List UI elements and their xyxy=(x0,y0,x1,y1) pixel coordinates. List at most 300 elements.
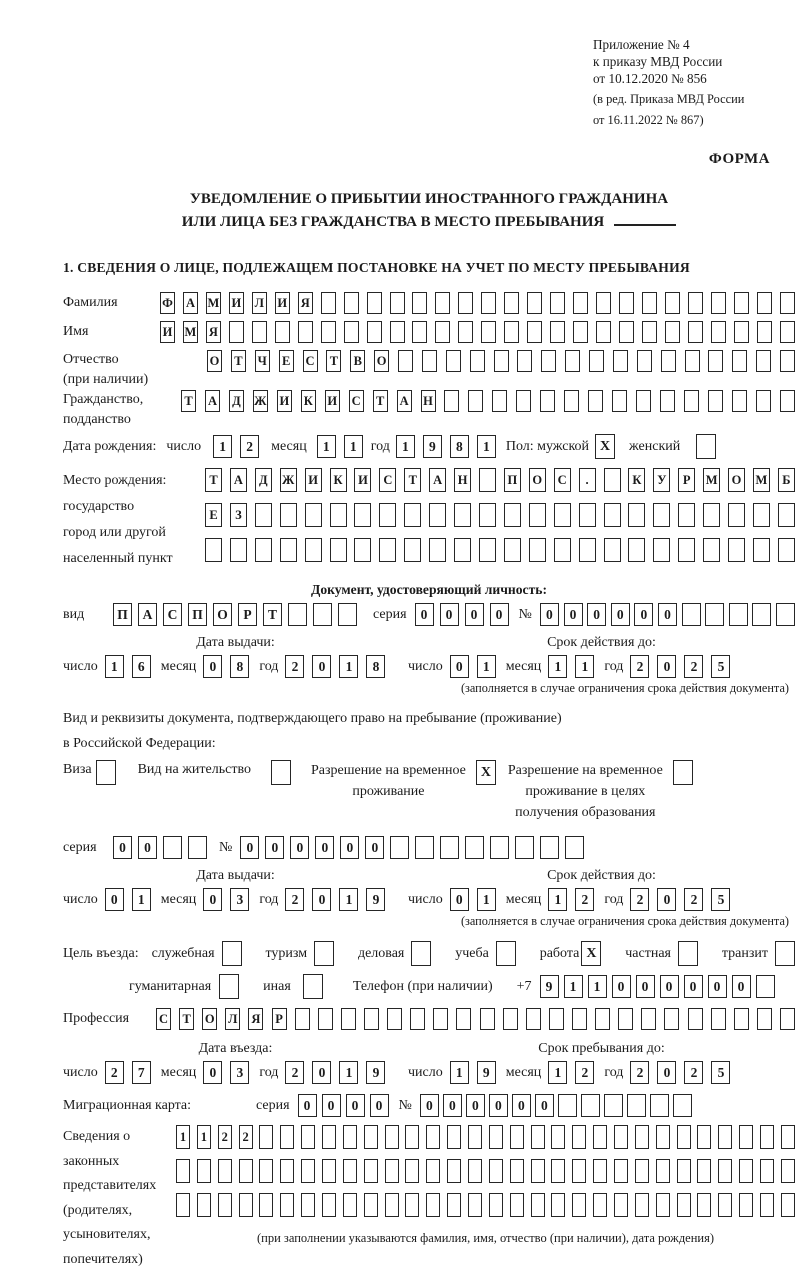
char-box[interactable]: Т xyxy=(373,390,388,412)
char-box[interactable]: И xyxy=(160,321,175,343)
char-box[interactable]: Т xyxy=(231,350,246,372)
char-box[interactable]: 0 xyxy=(290,836,309,859)
char-box[interactable] xyxy=(218,1193,232,1217)
char-box[interactable] xyxy=(404,538,421,562)
char-box[interactable] xyxy=(780,390,795,412)
char-box[interactable]: 1 xyxy=(548,1061,567,1084)
char-box[interactable]: 0 xyxy=(657,1061,676,1084)
char-box[interactable] xyxy=(752,603,771,626)
char-box[interactable] xyxy=(303,974,323,999)
char-box[interactable] xyxy=(219,974,239,999)
identity-issue-year-boxes[interactable] xyxy=(285,655,385,678)
char-box[interactable]: 0 xyxy=(450,655,469,678)
char-box[interactable]: 1 xyxy=(339,655,358,678)
transit-checkbox[interactable] xyxy=(775,941,795,966)
char-box[interactable]: 1 xyxy=(339,888,358,911)
char-box[interactable]: Т xyxy=(263,603,282,626)
char-box[interactable] xyxy=(604,468,621,492)
char-box[interactable]: 2 xyxy=(630,1061,649,1084)
char-box[interactable]: X xyxy=(476,760,496,785)
char-box[interactable] xyxy=(697,1125,711,1149)
char-box[interactable]: Н xyxy=(454,468,471,492)
char-box[interactable] xyxy=(732,390,747,412)
surname-boxes[interactable] xyxy=(160,292,795,314)
char-box[interactable]: 1 xyxy=(396,435,415,458)
residence-valid-day-boxes[interactable] xyxy=(450,888,496,911)
char-box[interactable] xyxy=(163,836,182,859)
char-box[interactable]: 1 xyxy=(588,975,607,998)
char-box[interactable] xyxy=(444,390,459,412)
char-box[interactable]: Я xyxy=(298,292,313,314)
char-box[interactable]: Д xyxy=(255,468,272,492)
char-box[interactable]: 6 xyxy=(132,655,151,678)
edu-permit-checkbox[interactable] xyxy=(673,760,693,785)
char-box[interactable]: 2 xyxy=(630,888,649,911)
char-box[interactable] xyxy=(775,941,795,966)
char-box[interactable]: 2 xyxy=(285,888,304,911)
char-box[interactable] xyxy=(596,321,611,343)
char-box[interactable] xyxy=(682,603,701,626)
char-box[interactable]: 2 xyxy=(285,1061,304,1084)
identity-valid-day-boxes[interactable] xyxy=(450,655,496,678)
char-box[interactable]: 2 xyxy=(218,1125,232,1149)
char-box[interactable] xyxy=(468,1193,482,1217)
char-box[interactable] xyxy=(390,836,409,859)
char-box[interactable] xyxy=(650,1094,669,1117)
char-box[interactable] xyxy=(596,292,611,314)
char-box[interactable] xyxy=(489,1125,503,1149)
char-box[interactable] xyxy=(239,1193,253,1217)
char-box[interactable] xyxy=(295,1008,310,1030)
char-box[interactable] xyxy=(757,292,772,314)
char-box[interactable] xyxy=(604,1094,623,1117)
char-box[interactable] xyxy=(321,321,336,343)
char-box[interactable] xyxy=(564,390,579,412)
char-box[interactable]: 8 xyxy=(230,655,249,678)
char-box[interactable]: И xyxy=(275,292,290,314)
char-box[interactable] xyxy=(504,292,519,314)
char-box[interactable] xyxy=(572,1008,587,1030)
residence-issue-day-boxes[interactable] xyxy=(105,888,151,911)
char-box[interactable] xyxy=(259,1193,273,1217)
char-box[interactable] xyxy=(653,503,670,527)
char-box[interactable]: 0 xyxy=(315,836,334,859)
char-box[interactable] xyxy=(753,538,770,562)
char-box[interactable]: 2 xyxy=(105,1061,124,1084)
char-box[interactable] xyxy=(458,321,473,343)
char-box[interactable] xyxy=(398,350,413,372)
char-box[interactable] xyxy=(595,1008,610,1030)
char-box[interactable] xyxy=(313,603,332,626)
char-box[interactable] xyxy=(385,1125,399,1149)
char-box[interactable]: Я xyxy=(206,321,221,343)
char-box[interactable]: П xyxy=(113,603,132,626)
char-box[interactable] xyxy=(734,1008,749,1030)
char-box[interactable] xyxy=(259,1125,273,1149)
char-box[interactable]: Е xyxy=(205,503,222,527)
char-box[interactable]: 0 xyxy=(240,836,259,859)
char-box[interactable] xyxy=(405,1125,419,1149)
char-box[interactable]: 0 xyxy=(535,1094,554,1117)
char-box[interactable] xyxy=(341,1008,356,1030)
char-box[interactable] xyxy=(454,538,471,562)
char-box[interactable]: Ф xyxy=(160,292,175,314)
char-box[interactable] xyxy=(527,292,542,314)
char-box[interactable]: М xyxy=(753,468,770,492)
char-box[interactable]: 1 xyxy=(575,655,594,678)
char-box[interactable] xyxy=(458,292,473,314)
char-box[interactable] xyxy=(734,292,749,314)
char-box[interactable] xyxy=(480,1008,495,1030)
char-box[interactable]: 2 xyxy=(630,655,649,678)
char-box[interactable] xyxy=(526,1008,541,1030)
char-box[interactable]: 9 xyxy=(477,1061,496,1084)
char-box[interactable] xyxy=(688,321,703,343)
entry-day-boxes[interactable] xyxy=(105,1061,151,1084)
char-box[interactable]: 0 xyxy=(113,836,132,859)
char-box[interactable] xyxy=(628,503,645,527)
char-box[interactable] xyxy=(412,321,427,343)
char-box[interactable]: 1 xyxy=(450,1061,469,1084)
char-box[interactable] xyxy=(660,390,675,412)
char-box[interactable] xyxy=(410,1008,425,1030)
char-box[interactable] xyxy=(554,538,571,562)
char-box[interactable] xyxy=(673,1094,692,1117)
sex-female-checkbox[interactable] xyxy=(696,434,716,459)
char-box[interactable]: Т xyxy=(181,390,196,412)
char-box[interactable] xyxy=(527,321,542,343)
char-box[interactable] xyxy=(504,321,519,343)
char-box[interactable] xyxy=(739,1193,753,1217)
char-box[interactable]: 0 xyxy=(708,975,727,998)
char-box[interactable] xyxy=(705,603,724,626)
char-box[interactable]: Т xyxy=(179,1008,194,1030)
char-box[interactable] xyxy=(579,538,596,562)
char-box[interactable] xyxy=(614,1193,628,1217)
char-box[interactable]: 0 xyxy=(466,1094,485,1117)
migration-number-boxes[interactable] xyxy=(420,1094,692,1117)
char-box[interactable]: Я xyxy=(248,1008,263,1030)
char-box[interactable] xyxy=(664,1008,679,1030)
char-box[interactable] xyxy=(230,538,247,562)
char-box[interactable] xyxy=(252,321,267,343)
char-box[interactable] xyxy=(573,321,588,343)
work-checkbox[interactable] xyxy=(581,941,601,966)
char-box[interactable] xyxy=(757,1008,772,1030)
other-purpose-checkbox[interactable] xyxy=(303,974,323,999)
char-box[interactable]: 1 xyxy=(344,435,363,458)
char-box[interactable] xyxy=(354,538,371,562)
char-box[interactable] xyxy=(343,1193,357,1217)
char-box[interactable] xyxy=(496,941,516,966)
char-box[interactable] xyxy=(322,1193,336,1217)
char-box[interactable] xyxy=(642,292,657,314)
char-box[interactable]: О xyxy=(374,350,389,372)
char-box[interactable] xyxy=(222,941,242,966)
char-box[interactable]: А xyxy=(183,292,198,314)
char-box[interactable] xyxy=(711,321,726,343)
char-box[interactable] xyxy=(781,1193,795,1217)
char-box[interactable] xyxy=(298,321,313,343)
char-box[interactable]: Л xyxy=(225,1008,240,1030)
char-box[interactable] xyxy=(551,1193,565,1217)
char-box[interactable]: 0 xyxy=(657,888,676,911)
char-box[interactable] xyxy=(96,760,116,785)
char-box[interactable]: С xyxy=(163,603,182,626)
char-box[interactable]: А xyxy=(230,468,247,492)
char-box[interactable]: О xyxy=(202,1008,217,1030)
residence-valid-year-boxes[interactable] xyxy=(630,888,730,911)
char-box[interactable]: 0 xyxy=(684,975,703,998)
char-box[interactable]: 0 xyxy=(298,1094,317,1117)
char-box[interactable]: О xyxy=(207,350,222,372)
char-box[interactable] xyxy=(708,350,723,372)
guardians-boxes-row3[interactable] xyxy=(176,1193,795,1217)
char-box[interactable] xyxy=(433,1008,448,1030)
char-box[interactable] xyxy=(636,390,651,412)
char-box[interactable]: А xyxy=(205,390,220,412)
char-box[interactable] xyxy=(614,1125,628,1149)
char-box[interactable]: 1 xyxy=(197,1125,211,1149)
char-box[interactable]: 0 xyxy=(564,603,583,626)
char-box[interactable] xyxy=(411,941,431,966)
char-box[interactable]: 1 xyxy=(317,435,336,458)
char-box[interactable] xyxy=(642,321,657,343)
char-box[interactable]: 0 xyxy=(465,603,484,626)
char-box[interactable]: 1 xyxy=(477,655,496,678)
char-box[interactable] xyxy=(776,603,795,626)
char-box[interactable] xyxy=(573,292,588,314)
char-box[interactable] xyxy=(708,390,723,412)
char-box[interactable]: 1 xyxy=(339,1061,358,1084)
char-box[interactable]: И xyxy=(277,390,292,412)
char-box[interactable]: 1 xyxy=(213,435,232,458)
char-box[interactable]: К xyxy=(628,468,645,492)
tourism-checkbox[interactable] xyxy=(314,941,334,966)
char-box[interactable] xyxy=(440,836,459,859)
char-box[interactable]: 5 xyxy=(711,655,730,678)
char-box[interactable] xyxy=(390,292,405,314)
char-box[interactable]: 8 xyxy=(366,655,385,678)
char-box[interactable]: 5 xyxy=(711,1061,730,1084)
char-box[interactable] xyxy=(305,503,322,527)
char-box[interactable] xyxy=(696,434,716,459)
char-box[interactable]: Т xyxy=(205,468,222,492)
residence-issue-year-boxes[interactable] xyxy=(285,888,385,911)
char-box[interactable]: 0 xyxy=(490,603,509,626)
char-box[interactable] xyxy=(517,350,532,372)
char-box[interactable] xyxy=(684,390,699,412)
char-box[interactable] xyxy=(541,350,556,372)
char-box[interactable]: 0 xyxy=(312,1061,331,1084)
char-box[interactable] xyxy=(711,1008,726,1030)
char-box[interactable] xyxy=(656,1193,670,1217)
char-box[interactable]: 9 xyxy=(423,435,442,458)
char-box[interactable]: 3 xyxy=(230,888,249,911)
char-box[interactable] xyxy=(780,321,795,343)
char-box[interactable]: 0 xyxy=(443,1094,462,1117)
char-box[interactable]: С xyxy=(554,468,571,492)
char-box[interactable] xyxy=(343,1125,357,1149)
char-box[interactable] xyxy=(661,350,676,372)
char-box[interactable]: 0 xyxy=(203,1061,222,1084)
char-box[interactable] xyxy=(697,1193,711,1217)
char-box[interactable] xyxy=(604,538,621,562)
char-box[interactable] xyxy=(531,1193,545,1217)
char-box[interactable] xyxy=(354,503,371,527)
char-box[interactable] xyxy=(673,760,693,785)
char-box[interactable] xyxy=(565,350,580,372)
char-box[interactable]: О xyxy=(728,468,745,492)
char-box[interactable]: 0 xyxy=(415,603,434,626)
char-box[interactable] xyxy=(390,321,405,343)
guardians-boxes-row1[interactable] xyxy=(176,1125,795,1149)
char-box[interactable]: 2 xyxy=(575,888,594,911)
char-box[interactable] xyxy=(612,390,627,412)
char-box[interactable]: О xyxy=(529,468,546,492)
char-box[interactable] xyxy=(627,1094,646,1117)
char-box[interactable] xyxy=(494,350,509,372)
given-name-boxes[interactable] xyxy=(160,321,795,343)
official-checkbox[interactable] xyxy=(222,941,242,966)
char-box[interactable] xyxy=(728,538,745,562)
char-box[interactable]: 0 xyxy=(340,836,359,859)
char-box[interactable] xyxy=(344,292,359,314)
char-box[interactable] xyxy=(456,1008,471,1030)
char-box[interactable]: 0 xyxy=(587,603,606,626)
char-box[interactable] xyxy=(367,292,382,314)
char-box[interactable]: У xyxy=(653,468,670,492)
visa-checkbox[interactable] xyxy=(96,760,116,785)
char-box[interactable] xyxy=(330,503,347,527)
char-box[interactable] xyxy=(405,1193,419,1217)
char-box[interactable]: 0 xyxy=(370,1094,389,1117)
char-box[interactable] xyxy=(515,836,534,859)
char-box[interactable]: 0 xyxy=(657,655,676,678)
char-box[interactable] xyxy=(637,350,652,372)
char-box[interactable] xyxy=(678,538,695,562)
temp-permit-checkbox[interactable] xyxy=(476,760,496,785)
char-box[interactable]: Л xyxy=(252,292,267,314)
char-box[interactable]: 0 xyxy=(138,836,157,859)
identity-issue-month-boxes[interactable] xyxy=(203,655,249,678)
char-box[interactable]: Д xyxy=(229,390,244,412)
business-checkbox[interactable] xyxy=(411,941,431,966)
char-box[interactable]: Е xyxy=(279,350,294,372)
migration-series-boxes[interactable] xyxy=(298,1094,389,1117)
char-box[interactable] xyxy=(446,350,461,372)
char-box[interactable]: 0 xyxy=(732,975,751,998)
char-box[interactable]: 0 xyxy=(489,1094,508,1117)
char-box[interactable]: 2 xyxy=(239,1125,253,1149)
private-checkbox[interactable] xyxy=(678,941,698,966)
char-box[interactable] xyxy=(635,1125,649,1149)
char-box[interactable]: 2 xyxy=(240,435,259,458)
char-box[interactable] xyxy=(492,390,507,412)
char-box[interactable] xyxy=(429,538,446,562)
char-box[interactable] xyxy=(565,836,584,859)
char-box[interactable] xyxy=(379,538,396,562)
residence-permit-checkbox[interactable] xyxy=(271,760,291,785)
char-box[interactable] xyxy=(367,321,382,343)
char-box[interactable] xyxy=(330,538,347,562)
stay-day-boxes[interactable] xyxy=(450,1061,496,1084)
char-box[interactable] xyxy=(613,350,628,372)
identity-valid-year-boxes[interactable] xyxy=(630,655,730,678)
char-box[interactable]: Р xyxy=(678,468,695,492)
char-box[interactable] xyxy=(678,503,695,527)
char-box[interactable]: Ч xyxy=(255,350,270,372)
char-box[interactable]: 1 xyxy=(176,1125,190,1149)
char-box[interactable] xyxy=(465,836,484,859)
char-box[interactable] xyxy=(338,603,357,626)
char-box[interactable]: И xyxy=(325,390,340,412)
char-box[interactable] xyxy=(550,321,565,343)
char-box[interactable] xyxy=(468,1125,482,1149)
char-box[interactable]: М xyxy=(703,468,720,492)
char-box[interactable] xyxy=(635,1193,649,1217)
char-box[interactable] xyxy=(778,503,795,527)
phone-boxes[interactable] xyxy=(540,975,775,998)
char-box[interactable] xyxy=(504,538,521,562)
char-box[interactable] xyxy=(479,468,496,492)
char-box[interactable] xyxy=(554,503,571,527)
char-box[interactable]: О xyxy=(213,603,232,626)
char-box[interactable]: 9 xyxy=(540,975,559,998)
char-box[interactable] xyxy=(572,1193,586,1217)
char-box[interactable]: М xyxy=(183,321,198,343)
char-box[interactable]: К xyxy=(330,468,347,492)
char-box[interactable]: П xyxy=(504,468,521,492)
char-box[interactable] xyxy=(618,1008,633,1030)
char-box[interactable] xyxy=(322,1125,336,1149)
char-box[interactable]: 9 xyxy=(366,888,385,911)
birth-year-boxes[interactable] xyxy=(396,435,496,458)
char-box[interactable] xyxy=(540,390,555,412)
char-box[interactable]: А xyxy=(138,603,157,626)
char-box[interactable]: С xyxy=(156,1008,171,1030)
char-box[interactable] xyxy=(589,350,604,372)
char-box[interactable] xyxy=(756,390,771,412)
char-box[interactable] xyxy=(581,1094,600,1117)
char-box[interactable]: С xyxy=(349,390,364,412)
char-box[interactable] xyxy=(593,1125,607,1149)
char-box[interactable] xyxy=(404,503,421,527)
char-box[interactable]: 2 xyxy=(684,655,703,678)
char-box[interactable]: 0 xyxy=(540,603,559,626)
identity-valid-month-boxes[interactable] xyxy=(548,655,594,678)
char-box[interactable] xyxy=(728,503,745,527)
identity-kind-boxes[interactable] xyxy=(113,603,357,626)
char-box[interactable]: 1 xyxy=(548,655,567,678)
char-box[interactable]: И xyxy=(229,292,244,314)
char-box[interactable] xyxy=(510,1193,524,1217)
char-box[interactable] xyxy=(778,538,795,562)
char-box[interactable] xyxy=(756,975,775,998)
char-box[interactable]: 0 xyxy=(512,1094,531,1117)
char-box[interactable] xyxy=(364,1125,378,1149)
identity-number-boxes[interactable] xyxy=(540,603,795,626)
char-box[interactable] xyxy=(516,390,531,412)
char-box[interactable] xyxy=(551,1125,565,1149)
char-box[interactable] xyxy=(678,941,698,966)
char-box[interactable] xyxy=(558,1094,577,1117)
entry-year-boxes[interactable] xyxy=(285,1061,385,1084)
char-box[interactable]: 0 xyxy=(322,1094,341,1117)
char-box[interactable]: И xyxy=(354,468,371,492)
profession-boxes[interactable] xyxy=(156,1008,795,1030)
char-box[interactable] xyxy=(447,1125,461,1149)
